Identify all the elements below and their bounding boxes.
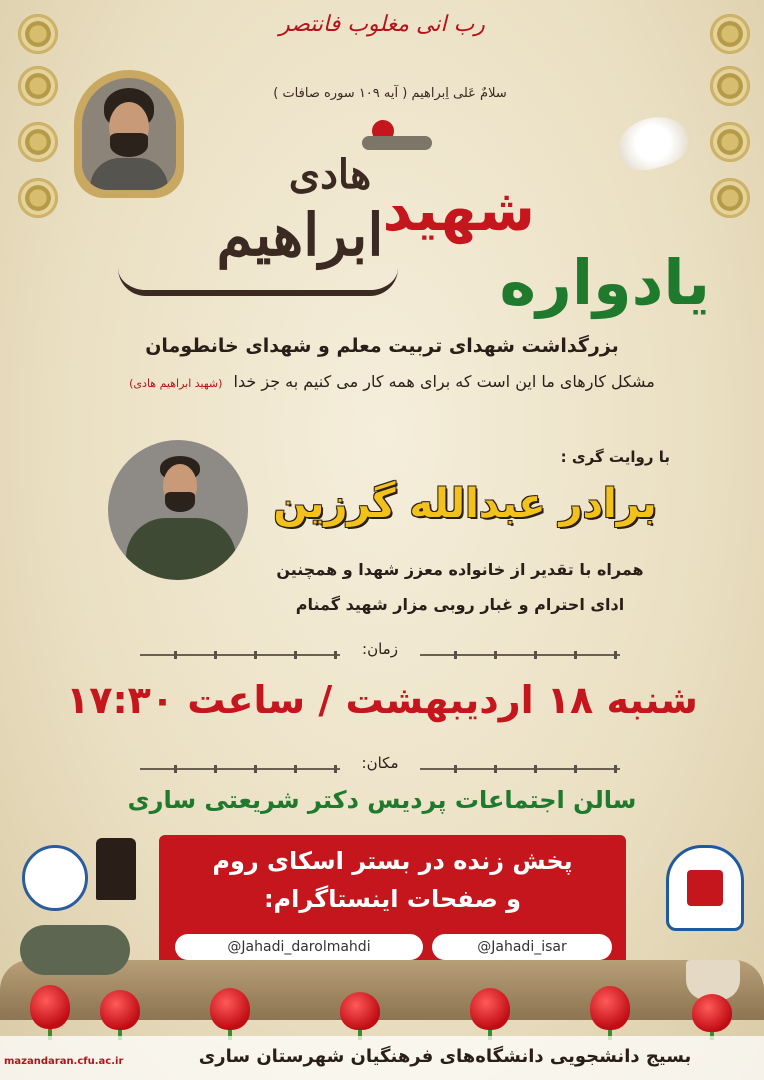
rosette-ornament	[710, 122, 750, 162]
tulip-decoration	[590, 986, 630, 1030]
rosette-ornament	[18, 14, 58, 54]
rosette-ornament	[710, 66, 750, 106]
farhangian-university-logo	[22, 845, 88, 911]
dogtag-decoration	[362, 136, 432, 150]
tulip-decoration	[340, 992, 380, 1030]
martyr-quote-attribution: (شهید ابراهیم هادی)	[129, 377, 223, 390]
title-word-shahid: شهید	[382, 176, 535, 244]
wire-divider	[420, 654, 620, 656]
instagram-handle-link[interactable]: @Jahadi_darolmahdi	[175, 934, 423, 960]
description-line-1: همراه با تقدیر از خانواده معزز شهدا و همچنین	[276, 560, 644, 579]
event-subtitle: بزرگداشت شهدای تربیت معلم و شهدای خانطومان	[145, 335, 619, 357]
place-label: مکان:	[361, 754, 399, 772]
verse-quote: سلامٌ عَلی اِبراهیم ( آیه ۱۰۹ سوره صافات )	[273, 86, 507, 101]
live-stream-line-1: پخش زنده در بستر اسکای روم	[212, 847, 573, 875]
wire-divider	[420, 768, 620, 770]
rosette-ornament	[18, 178, 58, 218]
martyr-portrait	[82, 78, 176, 190]
rosette-ornament	[710, 14, 750, 54]
tulip-decoration	[470, 988, 510, 1030]
description-line-2: ادای احترام و غبار روبی مزار شهید گمنام	[295, 595, 625, 614]
dove-decoration	[613, 110, 694, 176]
title-word-yadvare: یادواره	[499, 246, 710, 319]
organizer-name: بسیج دانشجویی دانشگاه‌های فرهنگیان شهرستان ساری	[198, 1046, 692, 1067]
narrator-photo	[108, 440, 248, 580]
tulip-decoration	[210, 988, 250, 1030]
rosette-ornament	[18, 66, 58, 106]
site-watermark: mazandaran.cfu.ac.ir	[4, 1056, 124, 1067]
tulip-decoration	[100, 990, 140, 1030]
martyr-quote	[60, 372, 724, 391]
tulip-decoration	[692, 994, 732, 1032]
place-value: سالن اجتماعات پردیس دکتر شریعتی ساری	[127, 786, 637, 814]
martyr-quote-text: مشکل کارهای ما این است که برای همه کار می کنیم به جز خدا	[233, 372, 655, 391]
instagram-handle-link[interactable]: @Jahadi_isar	[432, 934, 612, 960]
top-calligraphy: رب انی مغلوب فانتصر	[279, 12, 485, 37]
basij-student-logo	[666, 845, 744, 931]
wire-divider	[140, 654, 340, 656]
narrator-name: برادر عبدالله گرزین	[273, 481, 657, 527]
title-word-hadi: هادی	[288, 151, 372, 198]
wire-divider	[140, 768, 340, 770]
live-stream-line-2: و صفحات اینستاگرام:	[263, 885, 522, 913]
tulip-decoration	[30, 985, 70, 1029]
title-word-ebrahim: ابراهیم	[216, 201, 384, 269]
narrator-label: با روایت گری :	[560, 448, 670, 466]
canteen-decoration	[20, 925, 130, 975]
rosette-ornament	[18, 122, 58, 162]
time-value: شنبه ۱۸ اردیبهشت / ساعت ۱۷:۳۰	[66, 678, 698, 722]
rosette-ornament	[710, 178, 750, 218]
mazandaran-campus-logo	[96, 838, 136, 900]
time-label: زمان:	[362, 640, 398, 658]
title-swash	[118, 268, 398, 296]
